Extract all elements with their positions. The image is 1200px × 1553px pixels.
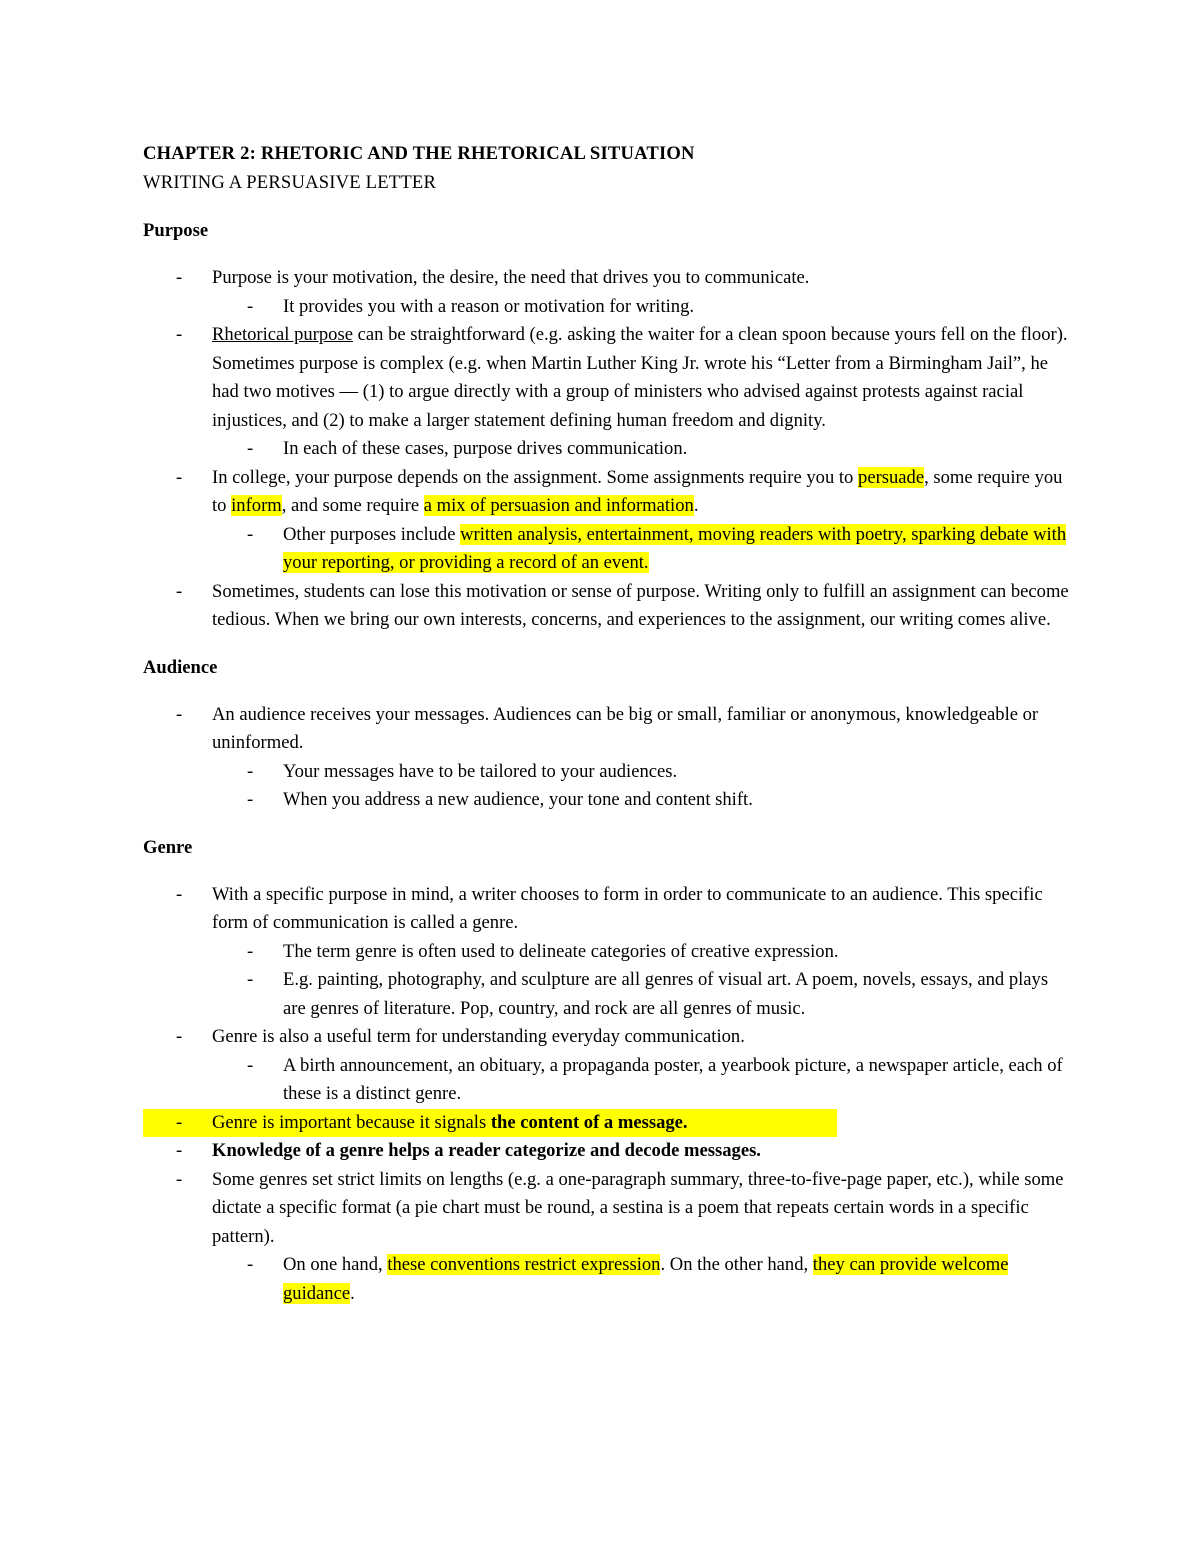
section-heading-purpose: Purpose (143, 220, 209, 241)
list-item (143, 881, 1073, 938)
bullet-dash: - (176, 1168, 183, 1190)
highlighted-text: written analysis, entertainment, moving readers with poetry, sparking debate with your reporting, or providing a record of an event. (283, 523, 1067, 573)
list-item-text: An audience receives your messages. Audiences can be big or small, familiar or anonymous, knowledgeable or uninformed. (212, 703, 1039, 753)
section-heading-audience: Audience (143, 656, 218, 678)
list-item (143, 521, 1073, 578)
list-item (143, 578, 1073, 635)
list-item-text: Sometimes, students can lose this motivation or sense of purpose. Writing only to fulfill an assignment can become tedious. When we bring our own interests, concerns, and experiences to the assignment, our writing comes alive. (212, 580, 1069, 630)
bullet-dash: - (176, 324, 183, 345)
list-item-text: Genre is important because it signals (212, 1111, 491, 1133)
bullet-dash: - (247, 1254, 254, 1275)
list-item-text: can be straightforward (e.g. asking the waiter for a clean spoon because yours fell on the floor). Sometimes purpose is complex (e.g. when Martin Luther King Jr. wrote his “Letter from a Birmingham Jail”, he had two motives — (1) to argue directly with a group of ministers who advised against protests against racial injustices, and (2) to make a larger statement defining human freedom and dignity. (212, 324, 1068, 431)
list-item-text: When you address a new audience, your tone and content shift. (283, 789, 753, 810)
list-item (143, 1052, 1073, 1109)
highlighted-text: persuade (858, 466, 925, 488)
list-item (143, 701, 1073, 758)
list-item-text: Some genres set strict limits on lengths (e.g. a one-paragraph summary, three-to-five-page paper, etc.), while some dictate a specific format (a pie chart must be round, a sestina is a poem that repeats certain words in a specific pattern). (212, 1168, 1064, 1247)
section-genre (143, 834, 1073, 1309)
bullet-dash: - (247, 1054, 254, 1076)
bullet-dash: - (176, 466, 183, 488)
list-item (143, 966, 1073, 1023)
list-item-text: Your messages have to be tailored to your audiences. (283, 760, 678, 782)
highlighted-text: a mix of persuasion and information (423, 495, 694, 516)
list-item-text: Other purposes include (283, 523, 461, 545)
bullet-dash: - (247, 523, 254, 545)
bullet-dash: - (247, 789, 254, 810)
list-item-text: . (350, 1282, 355, 1304)
document-title: CHAPTER 2: RHETORIC AND THE RHETORICAL SITUATION (143, 143, 695, 164)
list-item-text: In each of these cases, purpose drives communication. (283, 438, 688, 459)
list-item (143, 758, 1073, 787)
list-item (143, 938, 1073, 967)
list-item (143, 435, 1073, 464)
bullet-dash: - (176, 1111, 183, 1133)
list-item (143, 786, 1073, 815)
list-item (143, 293, 1073, 322)
highlighted-text: inform (231, 495, 282, 516)
list-item (143, 321, 1073, 435)
list-item-text: On one hand, (283, 1254, 388, 1275)
bullet-dash: - (247, 295, 254, 317)
list-item-text: With a specific purpose in mind, a writer chooses to form in order to communicate to an audience. This specific form of communication is called a genre. (212, 883, 1043, 933)
bullet-dash: - (176, 703, 183, 725)
section-heading-genre: Genre (143, 836, 193, 858)
bullet-dash: - (176, 883, 183, 905)
list-item-highlighted (143, 1109, 837, 1138)
bullet-dash: - (176, 1026, 183, 1047)
list-item-text: . (693, 495, 699, 516)
document-body (143, 140, 1073, 1327)
bullet-dash: - (176, 580, 183, 602)
list-item-text: The term genre is often used to delineate categories of creative expression. (283, 940, 839, 962)
list-item (143, 1137, 1073, 1166)
section-audience (143, 654, 1073, 815)
bullet-dash: - (247, 969, 254, 990)
list-item (143, 1166, 1073, 1252)
list-item-text: . On the other hand, (660, 1254, 813, 1275)
bullet-dash: - (176, 267, 183, 288)
list-item-text: , some require you to (212, 466, 1063, 516)
list-item-text: It provides you with a reason or motivation for writing. (283, 295, 695, 317)
bullet-dash: - (247, 438, 254, 459)
highlighted-text: these conventions restrict expression (387, 1254, 661, 1275)
highlighted-text: they can provide welcome guidance (283, 1254, 1009, 1304)
bold-text: Knowledge of a genre helps a reader categorize and decode messages. (212, 1140, 761, 1161)
list-item (143, 1023, 1073, 1052)
list-item-text: In college, your purpose depends on the assignment. Some assignments require you to (212, 466, 859, 488)
document-subtitle: WRITING A PERSUASIVE LETTER (143, 172, 437, 193)
bold-text: the content of a message. (490, 1111, 688, 1133)
list-item-text: A birth announcement, an obituary, a propaganda poster, a yearbook picture, a newspaper article, each of these is a distinct genre. (283, 1054, 1063, 1104)
list-item-text: , and some require (281, 495, 424, 516)
list-item (143, 1251, 1073, 1308)
list-item-text: Genre is also a useful term for understanding everyday communication. (212, 1026, 745, 1047)
bullet-dash: - (247, 940, 254, 962)
bullet-dash: - (176, 1140, 183, 1161)
underlined-term: Rhetorical purpose (212, 324, 353, 345)
list-item-text: Purpose is your motivation, the desire, the need that drives you to communicate. (212, 267, 810, 288)
bullet-dash: - (247, 760, 254, 782)
list-item-text: E.g. painting, photography, and sculpture are all genres of visual art. A poem, novels, essays, and plays are genres of literature. Pop, country, and rock are all genres of music. (283, 969, 1049, 1019)
section-purpose (143, 217, 1073, 635)
list-item (143, 464, 1073, 521)
list-item (143, 264, 1073, 293)
